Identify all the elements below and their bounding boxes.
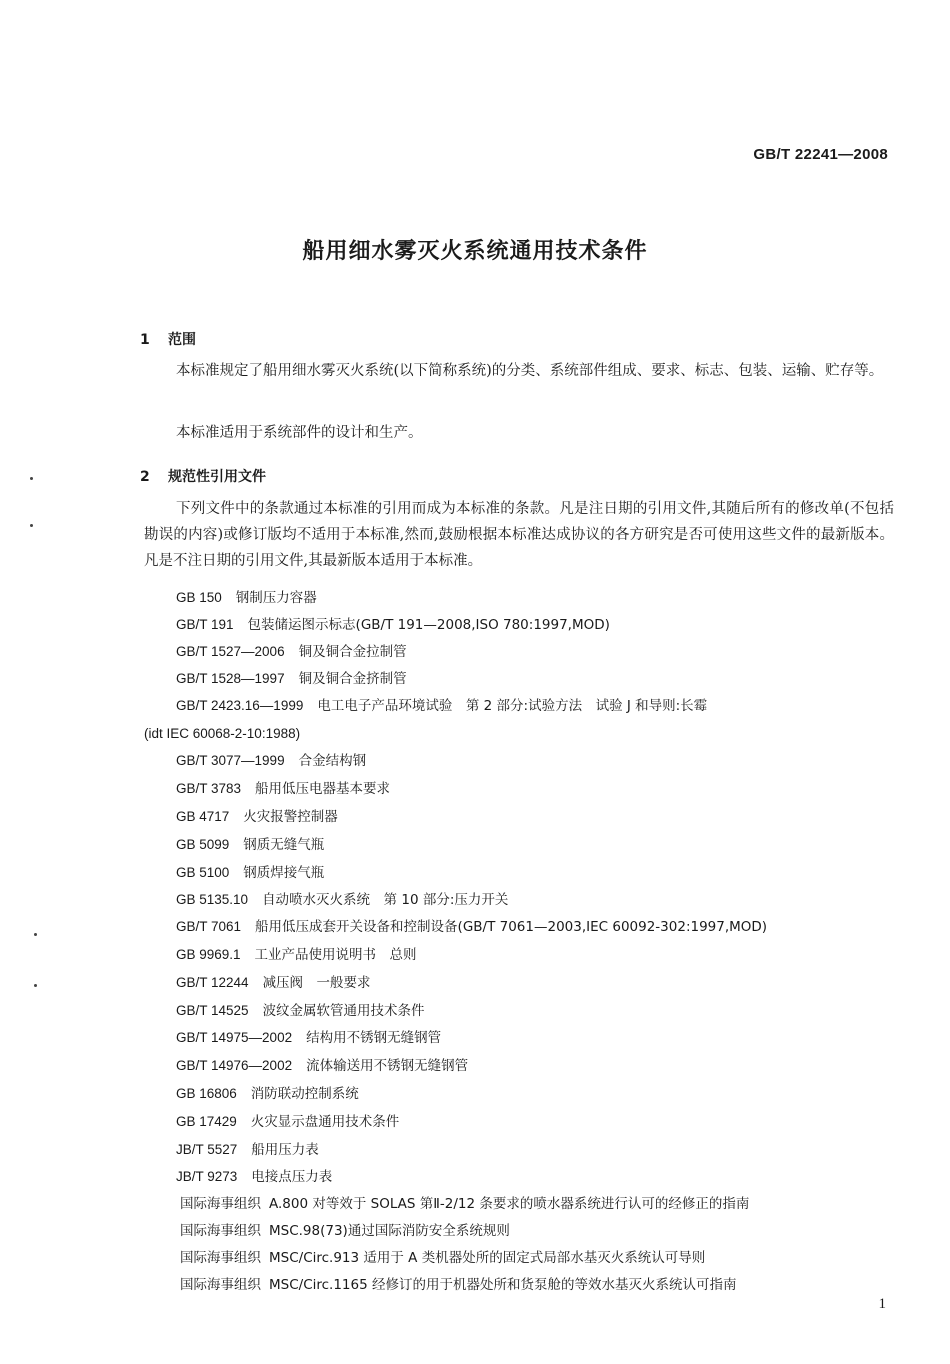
- reference-item: 国际海事组织 A.800 对等效于 SOLAS 第Ⅱ-2/12 条要求的喷水器系统进行认可的经修正的指南: [180, 1196, 750, 1212]
- section-heading-normative-references: [140, 466, 266, 486]
- reference-item: GB 16806 消防联动控制系统: [176, 1086, 359, 1102]
- section-number: 2: [140, 469, 150, 485]
- reference-item: GB 9969.1 工业产品使用说明书 总则: [176, 947, 417, 963]
- document-title: 船用细水雾灭火系统通用技术条件: [302, 239, 648, 264]
- reference-item: GB/T 14525 波纹金属软管通用技术条件: [176, 1003, 425, 1019]
- reference-item: GB 150 钢制压力容器: [176, 590, 317, 606]
- standard-code: GB/T 22241—2008: [753, 146, 888, 163]
- reference-item: GB/T 1528—1997 铜及铜合金挤制管: [176, 671, 407, 687]
- scan-speck: [34, 933, 37, 936]
- scope-paragraph: 本标准适用于系统部件的设计和生产。: [176, 425, 423, 441]
- reference-item: GB/T 1527—2006 铜及铜合金拉制管: [176, 644, 407, 660]
- references-intro-paragraph: 下列文件中的条款通过本标准的引用而成为本标准的条款。凡是注日期的引用文件,其随后所有的修改单(不包括勘误的内容)或修订版均不适用于本标准,然而,鼓励根据本标准达成协议的各方研究是否可使用这些文件的最新版本。凡是不注日期的引用文件,其最新版本适用于本标准。: [144, 501, 894, 569]
- reference-item: 国际海事组织 MSC.98(73)通过国际消防安全系统规则: [180, 1223, 510, 1239]
- reference-item: GB/T 191 包装储运图示标志(GB/T 191—2008,ISO 780:1997,MOD): [176, 617, 610, 633]
- page-number: 1: [878, 1296, 886, 1312]
- reference-item: GB/T 3077—1999 合金结构钢: [176, 753, 367, 769]
- reference-item: GB 17429 火灾显示盘通用技术条件: [176, 1114, 400, 1130]
- reference-item: JB/T 9273 电接点压力表: [176, 1169, 333, 1185]
- reference-item: 国际海事组织 MSC/Circ.1165 经修订的用于机器处所和货泵舱的等效水基灭火系统认可指南: [180, 1277, 737, 1293]
- reference-item: GB/T 7061 船用低压成套开关设备和控制设备(GB/T 7061—2003,IEC 60092-302:1997,MOD): [176, 919, 768, 935]
- section-number: 1: [140, 332, 150, 348]
- reference-item: GB/T 2423.16—1999 电工电子产品环境试验 第 2 部分:试验方法 试验 J 和导则:长霉: [176, 698, 708, 714]
- section-title: 规范性引用文件: [168, 469, 266, 485]
- reference-item: JB/T 5527 船用压力表: [176, 1142, 319, 1158]
- reference-item: GB 5100 钢质焊接气瓶: [176, 865, 325, 881]
- scan-speck: [30, 524, 33, 527]
- scope-paragraph: 本标准规定了船用细水雾灭火系统(以下简称系统)的分类、系统部件组成、要求、标志、包装、运输、贮存等。: [176, 363, 884, 379]
- reference-item: GB/T 14975—2002 结构用不锈钢无缝钢管: [176, 1030, 442, 1046]
- scan-speck: [34, 984, 37, 987]
- section-heading-scope: [140, 329, 196, 349]
- reference-item: 国际海事组织 MSC/Circ.913 适用于 A 类机器处所的固定式局部水基灭火系统认可导则: [180, 1250, 706, 1266]
- reference-item: GB/T 12244 减压阀 一般要求: [176, 975, 371, 991]
- reference-item: GB 4717 火灾报警控制器: [176, 809, 338, 825]
- reference-item: GB/T 3783 船用低压电器基本要求: [176, 781, 391, 797]
- reference-item-continuation: (idt IEC 60068-2-10:1988): [144, 726, 301, 741]
- reference-item: GB 5099 钢质无缝气瓶: [176, 837, 325, 853]
- reference-item: GB 5135.10 自动喷水灭火系统 第 10 部分:压力开关: [176, 892, 509, 908]
- scan-speck: [30, 477, 33, 480]
- section-title: 范围: [168, 332, 196, 348]
- reference-item: GB/T 14976—2002 流体输送用不锈钢无缝钢管: [176, 1058, 469, 1074]
